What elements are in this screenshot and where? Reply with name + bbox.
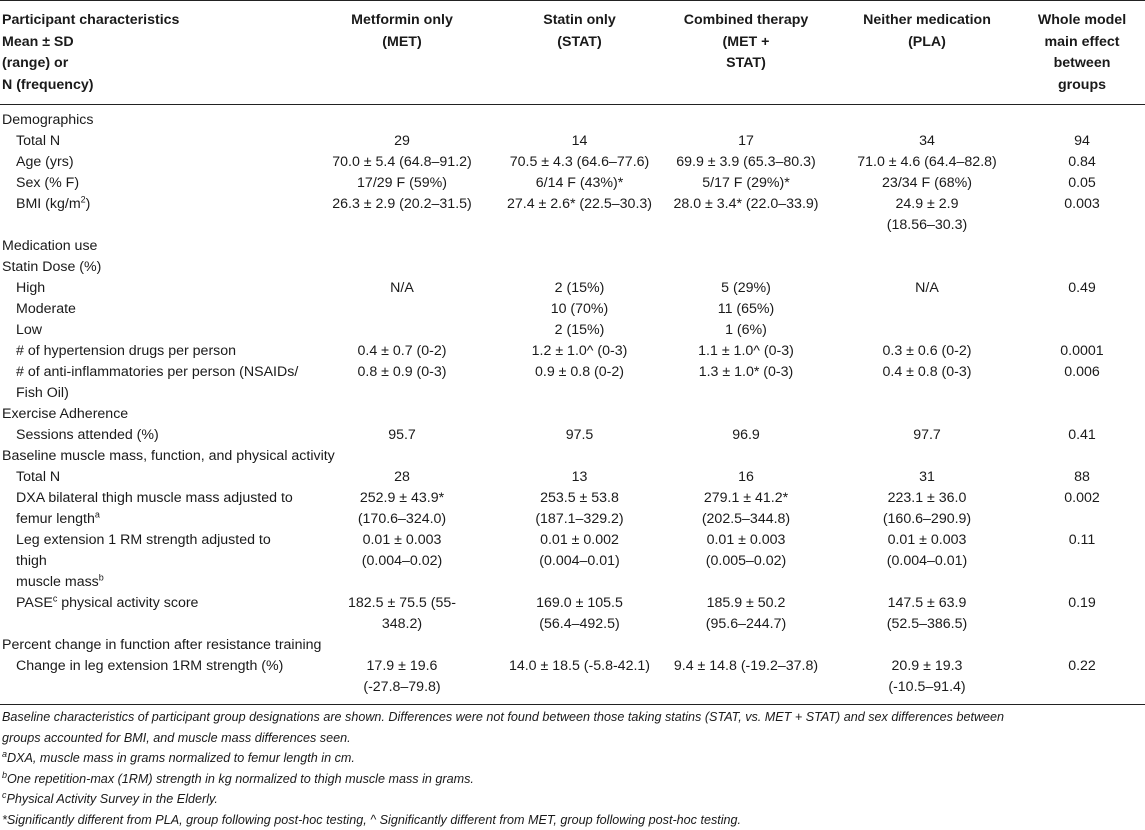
section-percent-change: Percent change in function after resistance training [0, 635, 1145, 656]
section-demographics: Demographics [0, 105, 1145, 132]
header-neither: Neither medication (PLA) [835, 1, 1019, 105]
footnote-significance: *Significantly different from PLA, group following post-hoc testing, ^ Significantly different from MET, group following post-hoc testing. [2, 810, 1142, 830]
header-row [0, 1, 1145, 105]
pase-label: PASE$^c$ physical activity score [0, 593, 302, 635]
table-row-bmi: BMI $(kg/m^2)$ 26.3 ± 2.9 (20.2–31.5) 27.4 ± 2.6* (22.5–30.3) 28.0 ± 3.4* (22.0–33.9) 24.9 ± 2.9 (18.56–30.3) 0.003 [0, 194, 1145, 236]
antiinf-label: # of anti-inflammatories per person (NSAIDs/ Fish Oil) [0, 362, 302, 404]
section-exercise-adherence: Exercise Adherence [0, 404, 1145, 425]
header-participant-characteristics: Participant characteristics Mean ± SD (range) or N (frequency) [0, 1, 302, 105]
section-baseline: Baseline muscle mass, function, and physical activity [0, 446, 1145, 467]
table-row-age: Age (yrs) 70.0 ± 5.4 (64.8–91.2) 70.5 ± 4.3 (64.6–77.6) 69.9 ± 3.9 (65.3–80.3) 71.0 ± 4.6 (64.4–82.8) 0.84 [0, 152, 1145, 173]
table-row-anti-inflammatories: # of anti-inflammatories per person (NSAIDs/ Fish Oil) 0.8 ± 0.9 (0-3) 0.9 ± 0.8 (0-2) 1.3 ± 1.0* (0-3) 0.4 ± 0.8 (0-3) 0.006 [0, 362, 1145, 404]
table-row-sex: Sex (% F) 17/29 F (59%) 6/14 F (43%)* 5/17 F (29%)* 23/34 F (68%) 0.05 [0, 173, 1145, 194]
table-row-sessions: Sessions attended (%) 95.7 97.5 96.9 97.7 0.41 [0, 425, 1145, 446]
section-medication-use: Medication use [0, 236, 1145, 257]
table-row-moderate: Moderate 10 (70%) 11 (65%) [0, 299, 1145, 320]
table-row-change-leg-extension: Change in leg extension 1RM strength (%) 17.9 ± 19.6 (-27.8–79.8) 14.0 ± 18.5 (-5.8-42.1) 9.4 ± 14.8 (-19.2–37.8) 20.9 ± 19.3 (-10.5–91.4) 0.22 [0, 656, 1145, 705]
footnote-b: $^b$One repetition-max (1RM) strength in kg normalized to thigh muscle mass in grams. [2, 769, 1142, 790]
dxa-label: DXA bilateral thigh muscle mass adjusted to femur length$^a$ [0, 488, 302, 530]
header-combined: Combined therapy (MET + STAT) [657, 1, 835, 105]
footnote-main: Baseline characteristics of participant group designations are shown. Differences were not found between those taking statins (STAT, vs. MET + STAT) and sex differences between groups accounted for BMI, and muscle mass differences seen. [2, 707, 1142, 748]
header-statin: Statin only (STAT) [502, 1, 657, 105]
footnote-c: $^c$Physical Activity Survey in the Elderly. [2, 789, 1142, 810]
table-row-high: High N/A 2 (15%) 5 (29%) N/A 0.49 [0, 278, 1145, 299]
bmi-label: BMI $(kg/m^2)$ [0, 194, 302, 236]
footnote-a: $^a$DXA, muscle mass in grams normalized to femur length in cm. [2, 748, 1142, 769]
table-row-leg-extension: Leg extension 1 RM strength adjusted to thigh muscle mass$^b$ 0.01 ± 0.003 (0.004–0.02) 0.01 ± 0.002 (0.004–0.01) 0.01 ± 0.003 (0.005–0.02) 0.01 ± 0.003 (0.004–0.01) 0.11 [0, 530, 1145, 593]
table-footnotes [0, 705, 1142, 830]
section-statin-dose: Statin Dose (%) [0, 257, 1145, 278]
table-row-hypertension: # of hypertension drugs per person 0.4 ± 0.7 (0-2) 1.2 ± 1.0^ (0-3) 1.1 ± 1.0^ (0-3) 0.3 ± 0.6 (0-2) 0.0001 [0, 341, 1145, 362]
table-row-pase: PASE$^c$ physical activity score 182.5 ± 75.5 (55- 348.2) 169.0 ± 105.5 (56.4–492.5) 185.9 ± 50.2 (95.6–244.7) 147.5 ± 63.9 (52.5–386.5) 0.19 [0, 593, 1145, 635]
table-row-dxa: DXA bilateral thigh muscle mass adjusted to femur length$^a$ 252.9 ± 43.9* (170.6–324.0) 253.5 ± 53.8 (187.1–329.2) 279.1 ± 41.2* (202.5–344.8) 223.1 ± 36.0 (160.6–290.9) 0.002 [0, 488, 1145, 530]
bmi-pla: 24.9 ± 2.9 (18.56–30.3) [835, 194, 1019, 236]
table-row-total-n: Total N 29 14 17 34 94 [0, 131, 1145, 152]
header-main-effect: Whole model main effect between groups [1019, 1, 1145, 105]
table-row-total-n-baseline: Total N 28 13 16 31 88 [0, 467, 1145, 488]
table-row-low: Low 2 (15%) 1 (6%) [0, 320, 1145, 341]
header-metformin: Metformin only (MET) [302, 1, 502, 105]
leg-label: Leg extension 1 RM strength adjusted to thigh muscle mass$^b$ [0, 530, 302, 593]
